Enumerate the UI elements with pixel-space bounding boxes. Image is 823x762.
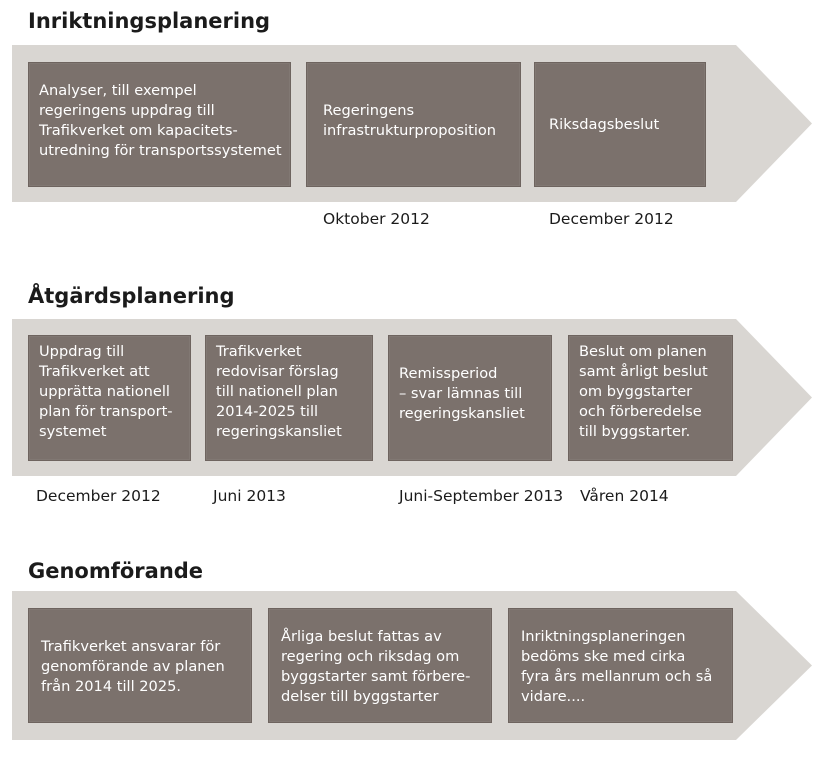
- section-title-atgardsplanering: Åtgärdsplanering: [28, 284, 235, 308]
- step-box: [306, 62, 521, 187]
- step-text: Uppdrag till Trafikverket att upprätta nationell plan för transport- systemet: [39, 343, 173, 440]
- step-text: Trafikverket ansvarar för genomförande av planen från 2014 till 2025.: [41, 638, 225, 695]
- step-date: December 2012: [549, 210, 674, 228]
- step-box: [205, 335, 373, 461]
- step-date: Juni 2013: [213, 487, 286, 505]
- step-box: [508, 608, 733, 723]
- step-box: [28, 608, 252, 723]
- step-text: Beslut om planen samt årligt beslut om byggstarter och förberedelse till byggstarter.: [579, 343, 708, 440]
- step-date: Juni-September 2013: [399, 487, 564, 505]
- step-text: Remissperiod – svar lämnas till regeringskansliet: [399, 365, 525, 422]
- step-text: Riksdagsbeslut: [549, 116, 660, 133]
- step-text: Inriktningsplaneringen bedöms ske med cirka fyra års mellanrum och så vidare....: [521, 628, 713, 705]
- step-box: [28, 62, 291, 187]
- step-text: Trafikverket redovisar förslag till nationell plan 2014-2025 till regeringskansliet: [216, 343, 342, 440]
- step-box: [28, 335, 191, 461]
- step-box: [568, 335, 733, 461]
- step-date: Våren 2014: [580, 487, 669, 505]
- step-box: [534, 62, 706, 187]
- section-title-genomforande: Genomförande: [28, 559, 204, 583]
- step-box: [268, 608, 492, 723]
- step-date: Oktober 2012: [323, 210, 430, 228]
- section-title-inriktningsplanering: Inriktningsplanering: [28, 9, 271, 33]
- step-text: Regeringens infrastrukturproposition: [323, 102, 497, 139]
- step-box: [388, 335, 552, 461]
- step-date: December 2012: [36, 487, 161, 505]
- step-text: Analyser, till exempel regeringens uppdrag till Trafikverket om kapacitets- utredning för transportssystemet: [39, 82, 282, 159]
- step-text: Årliga beslut fattas av regering och riksdag om byggstarter samt förbere- delser till byggstarter: [281, 628, 471, 705]
